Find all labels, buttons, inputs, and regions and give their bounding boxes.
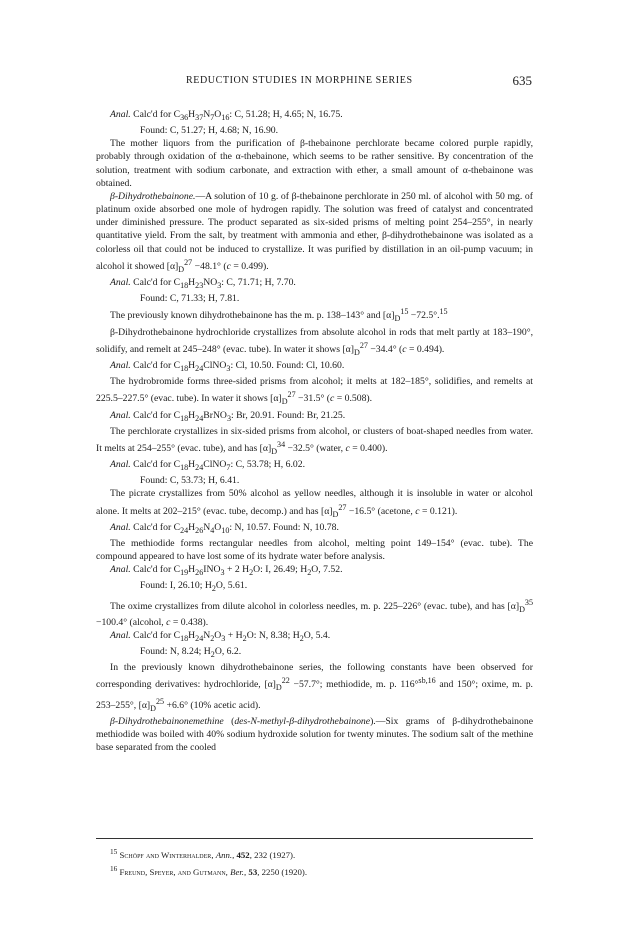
paragraph: Found: I, 26.10; $H_2O$, 5.61. bbox=[140, 580, 248, 594]
paragraph: Anal. Calc'd for $C_{18}H_{23}NO_3$: C, 71.71; H, 7.70. bbox=[110, 276, 296, 290]
page-header bbox=[96, 74, 532, 90]
paragraph: β-Dihydrothebainonemethine (des-N-methyl-β-dihydrothebainone).—Six grams of β-dihydrothebainone methiodide was boiled with 40% sodium hydroxide solution for twenty minutes. The sodium salt of the methine base separated from the cooled bbox=[96, 716, 533, 754]
page-number: 635 bbox=[512, 73, 532, 88]
paragraph: Anal. Calc'd for $C_{18}H_{24}BrNO_3$: Br, 20.91. Found: Br, 21.25. bbox=[110, 409, 346, 423]
paragraph: β-Dihydrothebainone hydrochloride crystallizes from absolute alcohol in rods that melt partly at 183–190°, solidify, and remelt at 245–248° (evac. tube). In water it shows $[\alpha]_D^{27} -34.4^\circ$ (c = 0.494). bbox=[96, 326, 533, 357]
paragraph: The picrate crystallizes from 50% alcohol as yellow needles, although it is insoluble in water or alcohol alone. It melts at 202–215° (evac. tube, decomp.) and has $[\alpha]_D^{27} -16.5^\circ$ (acetone, c = 0.121). bbox=[96, 488, 533, 519]
paragraph: The methiodide forms rectangular needles from alcohol, melting point 149–154° (evac. tube). The compound appeared to have lost some of its hydrate water before analysis. bbox=[96, 538, 533, 563]
footnote: $^{15}$ Schöpf and Winterhalder, Ann., 452, 232 (1927). bbox=[110, 847, 296, 860]
paragraph: The perchlorate crystallizes in six-sided prisms from alcohol, or clusters of boat-shaped needles from water. It melts at 254–255° (evac. tube), and has $[\alpha]_D^{34} -32.5^\circ$ (water, c = 0.400). bbox=[96, 425, 533, 457]
paragraph: Anal. Calc'd for $C_{24}H_{26}N_4O_{10}$: N, 10.57. Found: N, 10.78. bbox=[110, 521, 339, 535]
paragraph: Anal. Calc'd for $C_{36}H_{37}N_7O_{16}$: C, 51.28; H, 4.65; N, 16.75. bbox=[110, 109, 343, 122]
paragraph: Anal. Calc'd for $C_{19}H_{26}INO_3 + 2$ $H_2O$: I, 26.49; $H_2O$, 7.52. bbox=[110, 564, 343, 578]
paragraph: The mother liquors from the purification of β-thebainone perchlorate became colored purple rapidly, probably through oxidation of the α-thebainone, which seems to be rather sensitive. By concentration of the solution, treatment with sodium carbonate, and extraction with ether, a small amount of α-thebainone was obtained. bbox=[96, 138, 533, 189]
paragraph: Anal. Calc'd for $C_{18}H_{24}N_2O_3 + H_2O$: N, 8.38; $H_2O$, 5.4. bbox=[110, 630, 331, 643]
footnotes bbox=[96, 845, 533, 879]
paragraph: Found: N, 8.24; $H_2O$, 6.2. bbox=[140, 646, 242, 660]
paragraph: The oxime crystallizes from dilute alcohol in colorless needles, m. p. 225–226° (evac. tube), and has $[\alpha]_D^{35} -100.4^\circ$ (alcohol, c = 0.438). bbox=[96, 597, 533, 628]
paragraph: Found: C, 71.33; H, 7.81. bbox=[140, 293, 240, 305]
footnote: $^{16}$ Freund, Speyer, and Gutmann, Ber., 53, 2250 (1920). bbox=[110, 863, 308, 877]
paragraph: Found: C, 51.27; H, 4.68; N, 16.90. bbox=[140, 125, 279, 137]
paragraph: β-Dihydrothebainone.—A solution of 10 g. of β-thebainone perchlorate in 250 ml. of alcohol with 50 mg. of platinum oxide absorbed one mole of hydrogen rapidly. The solution was freed of catalyst and concentrated under diminished pressure. The product separated as six-sided prisms of melting point 254–255°, in nearly quantitative yield. From the salt, by treatment with ammonia and ether, β-dihydrothebainone was isolated as a colorless oil that could not be induced to crystallize. It was purified by distillation in an oil-pump vacuum; in alcohol it showed $[\alpha]_D^{27} -48.1^\circ$ (c = 0.499). bbox=[96, 190, 533, 274]
paragraph: In the previously known dihydrothebainone series, the following constants have been observed for corresponding derivatives: hydrochloride, $[\alpha]_D^{22} -57.7^\circ$; methiodide, m. p. 116°$^{sb,16}$ and 150°; oxime, m. p. 253–255°, $[\alpha]_D^{25} +6.6^\circ$ (10% acetic acid). bbox=[96, 662, 533, 713]
footnote-rule bbox=[96, 838, 533, 839]
paragraph: Anal. Calc'd for $C_{18}H_{24}ClNO_3$: Cl, 10.50. Found: Cl, 10.60. bbox=[110, 360, 345, 373]
paragraph: Found: C, 53.73; H, 6.41. bbox=[140, 475, 240, 487]
running-title: REDUCTION STUDIES IN MORPHINE SERIES bbox=[186, 75, 413, 86]
paragraph: Anal. Calc'd for $C_{18}H_{24}ClNO_7$: C, 53.78; H, 6.02. bbox=[110, 459, 305, 473]
paragraph: The hydrobromide forms three-sided prisms from alcohol; it melts at 182–185°, solidifies, and remelts at 225.5–227.5° (evac. tube). In water it shows $[\alpha]_D^{27} -31.5^\circ$ (c = 0.508). bbox=[96, 376, 533, 407]
article-body bbox=[96, 108, 533, 754]
paragraph: The previously known dihydrothebainone has the m. p. 138–143° and $[\alpha]_D^{15} -72.5^\circ.^{15}$ bbox=[110, 307, 448, 324]
